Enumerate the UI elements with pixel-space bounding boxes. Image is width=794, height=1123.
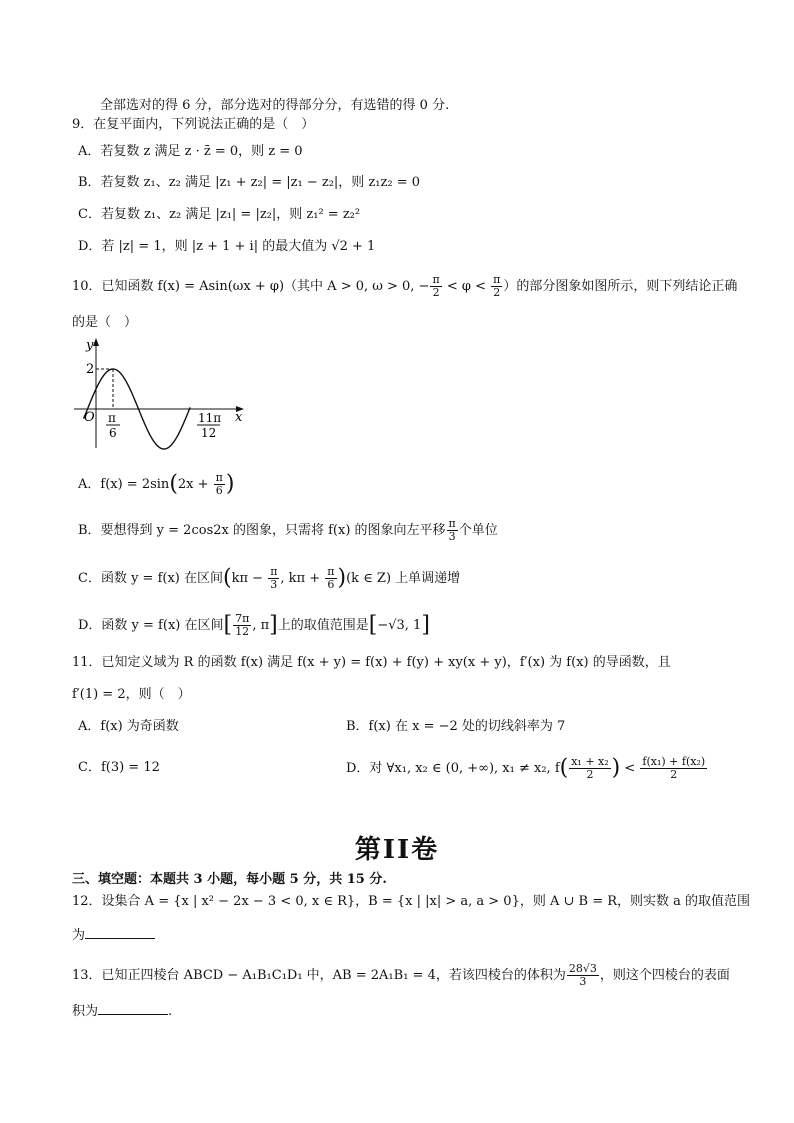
frac-den: 3 (448, 530, 456, 543)
q10-c-in1: kπ − (231, 571, 268, 586)
q11-d-frac1 (569, 756, 610, 781)
q13-line1 (72, 963, 730, 988)
q10-d-in: , π (252, 618, 270, 633)
frac-num: π (493, 273, 501, 286)
frac-den: 6 (327, 578, 335, 591)
q10-option-c: C．函数 y = f(x) 在区间(kπ − $\frac{\pi}{3}$ , kπ + $\frac{\pi}{6}$ )(k ∈ Z) 上单调递增 (78, 565, 461, 591)
q11-d-lt: < (620, 761, 640, 776)
frac-den: 2 (432, 286, 440, 299)
q13-line2-end: . (168, 1004, 173, 1019)
frac-den: 2 (586, 768, 594, 781)
y-axis-arrow (93, 338, 99, 346)
q10-stem-line1 (72, 274, 737, 299)
q10-c-frac1 (268, 566, 279, 591)
q13-line2 (72, 1002, 172, 1021)
q10-stem-part-b: ）的部分图象如图所示，则下列结论正确 (503, 279, 738, 294)
q13-post: ，则这个四棱台的表面 (599, 968, 730, 983)
phi-ineq: < φ < (442, 279, 491, 294)
q11-d-frac2 (640, 756, 707, 781)
q11-stem-line2: f′(1) = 2，则（ ） (72, 687, 191, 702)
frac-num: π (215, 471, 223, 484)
q11-stem: 11．已知定义域为 R 的函数 f(x) 满足 f(x + y) = f(x) + f(y) + xy(x + y)，f′(x) 为 f(x) 的导函数，且 (72, 655, 671, 670)
sine-graph (70, 336, 250, 454)
q11-d-pre: D．对 ∀x₁, x₂ ∈ (0, +∞), x₁ ≠ x₂, f (346, 761, 560, 776)
q9-option-b: B．若复数 z₁、z₂ 满足 |z₁ + z₂| = |z₁ − z₂|，则 z₁z₂ = 0 (78, 175, 420, 190)
q10-option-d: D．函数 y = f(x) 在区间[ $\frac{7\pi}{12}$ , π]上的取值范围是[−√3, 1] (78, 612, 430, 638)
q13-pre: 13．已知正四棱台 ABCD − A₁B₁C₁D₁ 中，AB = 2A₁B₁ = 4，若该四棱台的体积为 (72, 968, 566, 983)
frac-num: x₁ + x₂ (571, 755, 609, 768)
q13-line2-text: 积为 (72, 1004, 99, 1019)
q10-c-in2: , kπ + (280, 571, 325, 586)
q11-option-d: D．对 ∀x₁, x₂ ∈ (0, +∞), x₁ ≠ x₂, f( $\frac{\text{x₁ + x₂}}{2}$ ) < $\frac{\text{f(x₁) + f(x₂)}}{2}$ (346, 755, 706, 781)
q10-d-range: −√3, 1 (377, 618, 422, 633)
frac-den: 6 (215, 484, 223, 497)
section-title: 第II卷 (354, 835, 440, 865)
frac-num: π (327, 565, 335, 578)
q10-c-frac2 (325, 566, 336, 591)
q10-stem-line2: 的是（ ） (72, 315, 138, 330)
q11-option-c: C．f(3) = 12 (78, 760, 160, 775)
frac-num: π (270, 565, 278, 578)
q13-answer-blank[interactable] (98, 1002, 168, 1015)
x-axis-label: x (235, 410, 243, 425)
section3-heading: 三、填空题：本题共 3 小题，每小题 5 分，共 15 分. (72, 872, 387, 887)
q11-option-a: A．f(x) 为奇函数 (78, 719, 179, 734)
q9-stem: 9．在复平面内，下列说法正确的是（ ） (72, 117, 315, 132)
x-tick1-num: π (108, 411, 116, 425)
frac-den: 2 (670, 768, 678, 781)
x-tick1-den: 6 (109, 426, 117, 440)
q10-stem-part-a: 10．已知函数 f(x) = Asin(ωx + φ)（其中 A > 0, ω > 0, − (72, 279, 430, 294)
q10-b-pre: B．要想得到 y = 2cos2x 的图象，只需将 f(x) 的图象向左平移 (78, 523, 446, 538)
frac-den: 3 (579, 975, 587, 988)
frac-num: π (448, 517, 456, 530)
q10-c-post: (k ∈ Z) 上单调递增 (346, 571, 461, 586)
phi-lower-frac (430, 274, 441, 299)
q9-option-d: D．若 |z| = 1，则 |z + 1 + i| 的最大值为 √2 + 1 (78, 239, 376, 254)
q10-b-frac (447, 518, 458, 543)
frac-num: 7π (235, 612, 250, 625)
q13-frac (567, 963, 599, 988)
q12-line2-text: 为 (72, 928, 86, 943)
q10-a-pre: A．f(x) = 2sin (78, 477, 170, 492)
q12-answer-blank[interactable] (85, 926, 155, 939)
x-tick2-den: 12 (201, 426, 217, 440)
origin-label: O (84, 410, 95, 425)
y-axis-label: y (86, 338, 94, 353)
q10-d-pre: D．函数 y = f(x) 在区间 (78, 618, 224, 633)
q12-line2 (72, 926, 155, 945)
frac-den: 2 (493, 286, 501, 299)
q10-c-pre: C．函数 y = f(x) 在区间 (78, 571, 223, 586)
q10-a-frac (214, 472, 225, 497)
frac-den: 12 (235, 625, 250, 638)
q10-option-b (78, 518, 498, 543)
q10-d-mid: 上的取值范围是 (277, 618, 369, 633)
y-tick-label: 2 (86, 362, 95, 377)
q10-b-post: 个单位 (458, 523, 498, 538)
q11-option-b: B．f(x) 在 x = −2 处的切线斜率为 7 (346, 719, 566, 734)
phi-upper-frac (491, 274, 502, 299)
scoring-note: 全部选对的得 6 分，部分选对的得部分分，有选错的得 0 分. (100, 98, 450, 113)
q9-option-c: C．若复数 z₁、z₂ 满足 |z₁| = |z₂|，则 z₁² = z₂² (78, 207, 361, 222)
x-tick2-num: 11π (198, 411, 222, 425)
frac-num: 28√3 (568, 962, 597, 975)
q10-d-frac (233, 613, 251, 638)
frac-num: π (432, 273, 440, 286)
frac-num: f(x₁) + f(x₂) (642, 755, 706, 768)
q9-option-a: A．若复数 z 满足 z · z̄ = 0，则 z = 0 (78, 144, 303, 159)
q10-a-inner: 2x + (177, 477, 213, 492)
frac-den: 3 (270, 578, 278, 591)
q10-option-a: A．f(x) = 2sin(2x + $\frac{\pi}{6}$ ) (78, 471, 235, 497)
q12-line1: 12．设集合 A = {x | x² − 2x − 3 < 0, x ∈ R}，B = {x | |x| > a, a > 0}，则 A ∪ B = R，则实数 a 的取值范围 (72, 894, 751, 909)
